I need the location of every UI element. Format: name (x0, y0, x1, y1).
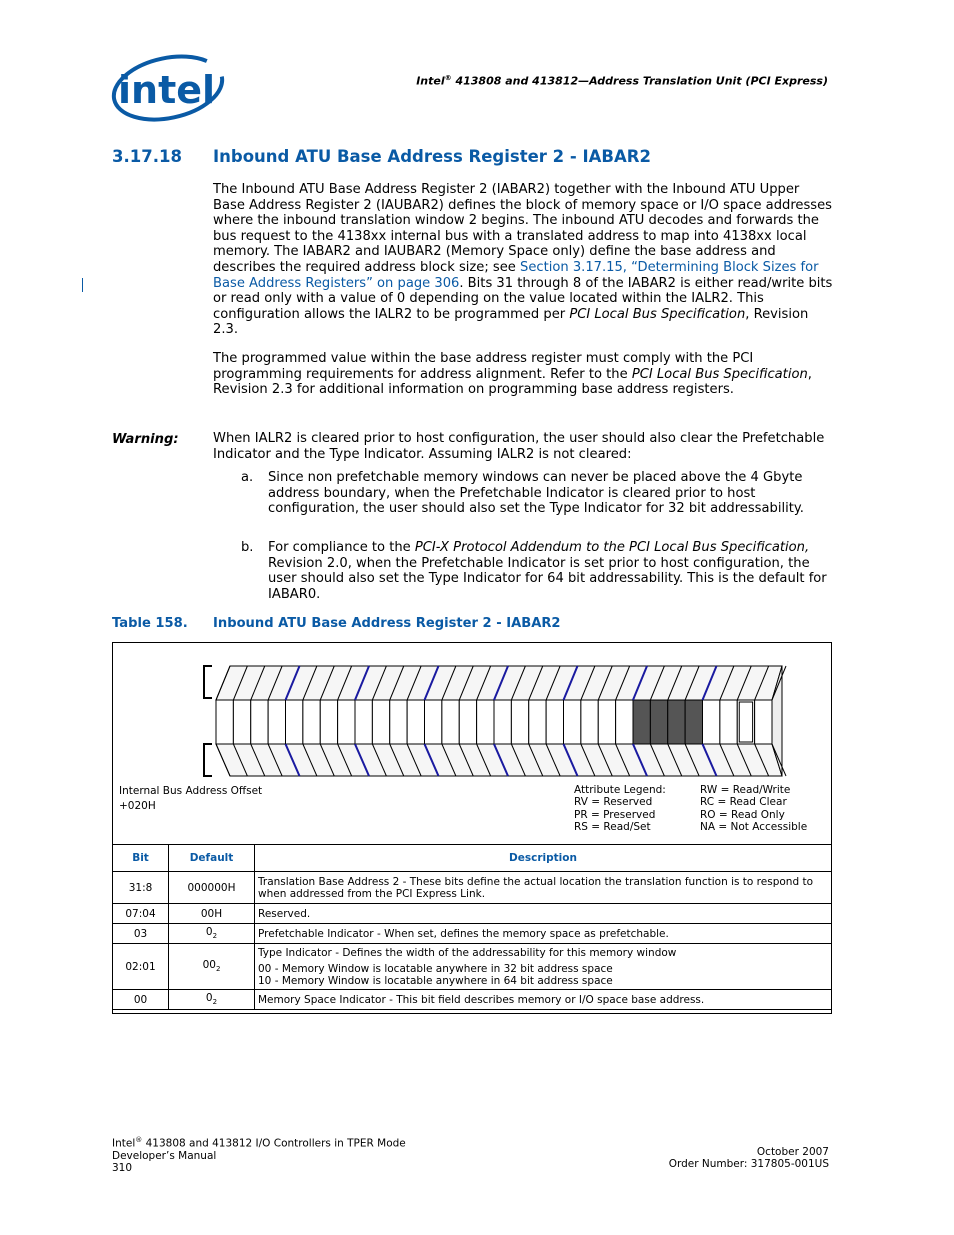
section-link[interactable]: Section 3.17.15, “Determining Block Sizes for Base Address Registers” on page 306 (213, 259, 819, 291)
para1-text3: , Revision 2.3. (213, 306, 809, 338)
paragraph-2 (213, 351, 833, 398)
legend-entry: RS = Read/Set (574, 820, 651, 833)
legend-entry: PR = Preserved (574, 808, 656, 821)
bit-cell-29 (251, 700, 268, 744)
warning-text: When IALR2 is cleared prior to host configuration, the user should also clear the Prefetchable Indicator and the Type Indicator. Assuming IALR2 is not cleared: (213, 431, 825, 462)
table-row (113, 924, 832, 944)
bit-cell-7 (633, 700, 650, 744)
item-b-citation: PCI-X Protocol Addendum to the PCI Local Bus Specification, (414, 540, 810, 555)
legend-title: Attribute Legend: (574, 784, 666, 796)
cell-default: $00_2$ (169, 944, 255, 990)
cell-bit: 07:04 (113, 904, 169, 924)
table-row (113, 872, 832, 904)
para1-citation: PCI Local Bus Specification (569, 306, 746, 322)
bit-cell-20 (407, 700, 424, 744)
offset-value: +020H (119, 800, 156, 812)
bit-cell-21 (390, 700, 407, 744)
bit-cell-10 (581, 700, 598, 744)
legend-entry: RC = Read Clear (700, 796, 787, 809)
bit-cell-23 (355, 700, 372, 744)
bit-cell-30 (233, 700, 250, 744)
bit-cell-27 (286, 700, 303, 744)
legend-col-2 (700, 784, 807, 833)
bit-cell-18 (442, 700, 459, 744)
header-title: 413808 and 413812—Address Translation Unit (PCI Express) (455, 74, 828, 88)
bit-cell-25 (320, 700, 337, 744)
cell-default: $0_2$ (169, 924, 255, 944)
bit-cell-0 (755, 700, 772, 744)
header-default: Default (169, 845, 255, 872)
bit-cell-5 (668, 700, 685, 744)
item-a-text: Since non prefetchable memory windows can never be placed above the 4 Gbyte address boundary, when the Prefetchable Indicator is cleared prior to host configuration, the user should also set the Type Indicator for 32 bit addressability. (268, 470, 804, 517)
bit-cell-15 (494, 700, 511, 744)
register-table (112, 844, 832, 1010)
para1-text1: The Inbound ATU Base Address Register 2 (IABAR2) together with the Inbound ATU Upper Base Address Register 2 (IAUBAR2) defines the block of memory space or I/O space addresses where the inbound translation window 2 begins. The inbound ATU decodes and forwards the bus request to the 4138xx internal bus with a translated address to map into 4138xx local memory. The IABAR2 and IAUBAR2 (Memory Space only) define the base address and describes the required address block size; see (213, 182, 832, 275)
header-bit: Bit (113, 845, 169, 872)
legend-entry: RV = Reserved (574, 796, 653, 809)
para2-text2: , Revision 2.3 for additional information on programming base address registers. (213, 366, 812, 398)
svg-text:intel: intel (118, 68, 216, 112)
cell-default: 000000H (169, 872, 255, 904)
bit-cell-19 (425, 700, 442, 744)
offset-block (119, 784, 262, 814)
bit-cell-1 (737, 700, 754, 744)
item-b-text (268, 540, 833, 602)
table-header-row (113, 845, 832, 872)
bit-cell-28 (268, 700, 285, 744)
bit-cell-12 (546, 700, 563, 744)
paragraph-1 (213, 182, 833, 338)
cell-bit: 00 (113, 990, 169, 1010)
legend-entry: RO = Read Only (700, 808, 785, 821)
para2-citation: PCI Local Bus Specification (631, 366, 808, 382)
bit-cell-3 (703, 700, 720, 744)
legend-entry: RW = Read/Write (700, 784, 791, 796)
bit-cell-17 (459, 700, 476, 744)
intel-logo (108, 50, 228, 130)
cell-bit: 31:8 (113, 872, 169, 904)
table-row (113, 944, 832, 990)
header-brand: Intel (416, 74, 445, 88)
bit-cell-2 (720, 700, 737, 744)
para2-text1: The programmed value within the base address register must comply with the PCI programming requirements for address alignment. Refer to the (213, 351, 754, 382)
bit-cell-22 (372, 700, 389, 744)
bit-cell-6 (650, 700, 667, 744)
bit-cell-31 (216, 700, 233, 744)
item-b-post: Revision 2.0, when the Prefetchable Indicator is set prior to host configuration, the user should also set the Type Indicator for 64 bit addressability. This is the default for IABAR0. (268, 555, 827, 602)
bit-cell-24 (338, 700, 355, 744)
table-row (113, 990, 832, 1010)
cell-description: Translation Base Address 2 - These bits define the actual location the translation function is to respond to when addressed from the PCI Express Link. (255, 872, 832, 904)
bit-cell-4 (685, 700, 702, 744)
offset-label: Internal Bus Address Offset (119, 785, 263, 797)
cell-default: 00H (169, 904, 255, 924)
item-a-marker: a. (241, 470, 254, 485)
bit-cell-13 (529, 700, 546, 744)
cell-description: Type Indicator - Defines the width of the addressability for this memory window 00 - Memory Window is locatable anywhere in 32 bit address space 10 - Memory Window is locatable anywhere in 64 bit address space (255, 944, 832, 990)
header-description: Description (255, 845, 832, 872)
cell-bit: 03 (113, 924, 169, 944)
footer-left: Intel® 413808 and 413812 I/O Controllers in TPER Mode Developer’s Manual 310 (112, 1136, 406, 1175)
running-header: Intel® 413808 and 413812—Address Translation Unit (PCI Express) (416, 74, 828, 88)
para1-text2: . Bits 31 through 8 of the IABAR2 is either read/write bits or read only with a value of 0 depending on the value located within the IALR2. This configuration allows the IALR2 to be programmed per (213, 275, 833, 322)
bit-cell-8 (616, 700, 633, 744)
section-title: Inbound ATU Base Address Register 2 - IABAR2 (213, 147, 651, 166)
cell-bit: 02:01 (113, 944, 169, 990)
section-number: 3.17.18 (112, 147, 182, 166)
cell-description: Memory Space Indicator - This bit field describes memory or I/O space base address. (255, 990, 832, 1010)
bit-cell-11 (564, 700, 581, 744)
change-bar (82, 278, 83, 292)
footer-right: October 2007 Order Number: 317805-001US (668, 1146, 829, 1171)
legend-col-1 (574, 784, 666, 833)
cell-default: $0_2$ (169, 990, 255, 1010)
register-bit-diagram (200, 662, 790, 780)
bit-cell-16 (477, 700, 494, 744)
warning-label: Warning: (112, 432, 179, 447)
legend-entry: NA = Not Accessible (700, 820, 808, 833)
table-row (113, 904, 832, 924)
bit-cell-14 (511, 700, 528, 744)
item-b-pre: For compliance to the (268, 540, 411, 555)
item-b-marker: b. (241, 540, 254, 555)
cell-description: Reserved. (255, 904, 832, 924)
bit-cell-9 (598, 700, 615, 744)
table-number: Table 158. (112, 616, 188, 631)
table-title: Inbound ATU Base Address Register 2 - IABAR2 (213, 616, 561, 631)
bit-cell-26 (303, 700, 320, 744)
cell-description: Prefetchable Indicator - When set, defines the memory space as prefetchable. (255, 924, 832, 944)
